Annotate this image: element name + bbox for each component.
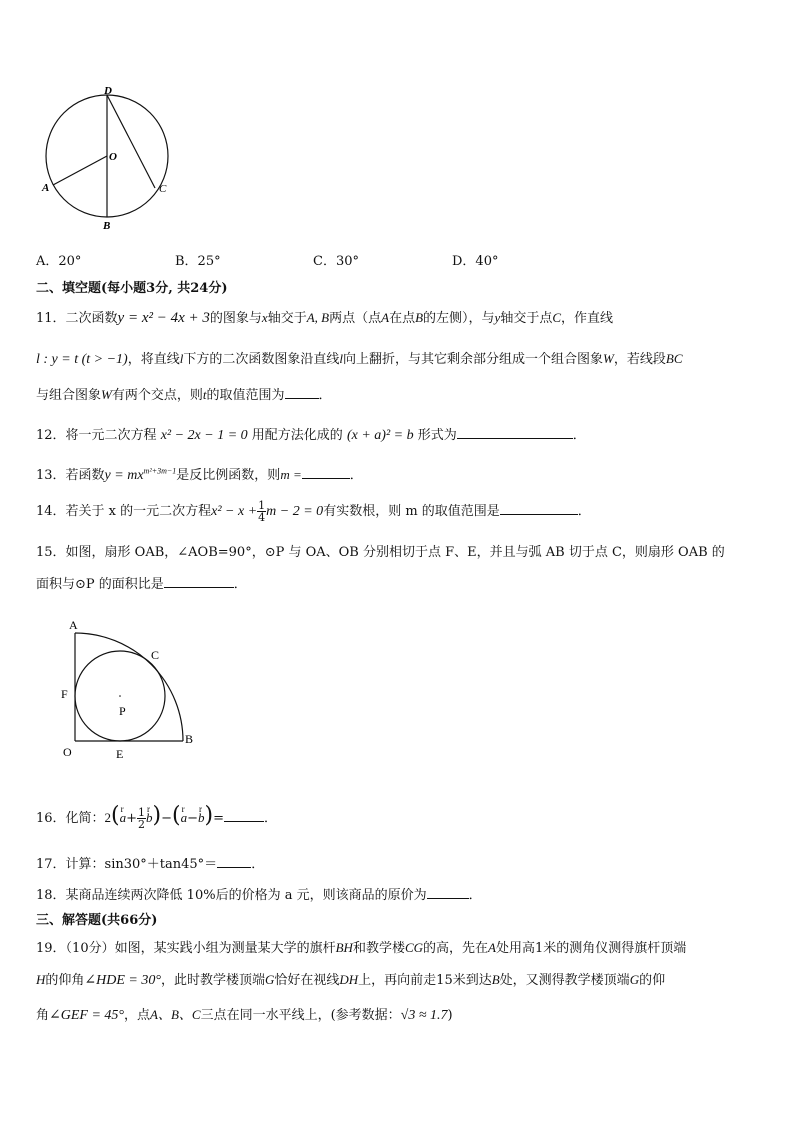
label-c: C bbox=[151, 648, 160, 662]
question-11-line3: 与组合图象W有两个交点，则t的取值范围为 ． bbox=[36, 387, 332, 403]
question-18: 18．某商品连续两次降低 10%后的价格为 a 元，则该商品的原价为 ． bbox=[36, 888, 482, 903]
question-14: 14．若关于 x 的一元二次方程x² − x + $\frac{1}{4}$ m − 2 = 0有实数根，则 m 的取值范围是 ． bbox=[36, 499, 591, 524]
label-p: P bbox=[119, 704, 126, 718]
answer-blank-15[interactable] bbox=[164, 575, 234, 588]
section-header-solve: 三、解答题(共66分) bbox=[36, 913, 158, 928]
radius-oa bbox=[53, 156, 107, 185]
answer-blank-14[interactable] bbox=[500, 502, 578, 515]
question-11-line2: l : y = t (t > −1)，将直线l下方的二次函数图象沿直线l向上翻折，与其它剩余部分组成一个组合图象W，若线段BC bbox=[36, 351, 683, 367]
label-d: D bbox=[104, 85, 112, 97]
question-17: 17．计算：sin30°＋tan45°＝ ． bbox=[36, 857, 265, 872]
answer-blank-16[interactable] bbox=[224, 809, 264, 822]
question-13: 13．若函数$y = mx^{m^2+3m-1}$是反比例函数，则m = ． bbox=[36, 466, 363, 483]
label-a: A bbox=[69, 618, 78, 632]
answer-blank-17[interactable] bbox=[217, 855, 251, 868]
question-19-line3: 角∠GEF = 45°，点A、B、C三点在同一水平线上，(参考数据：√3 ≈ 1.7) bbox=[36, 1007, 453, 1023]
answer-blank-13[interactable] bbox=[302, 466, 350, 479]
question-19-line2: H的仰角∠HDE = 30°，此时教学楼顶端G恰好在视线DH上，再向前走15米到达B处，又测得教学楼顶端G的仰 bbox=[36, 972, 666, 988]
choice-d: D．40° bbox=[452, 254, 499, 269]
center-p-dot bbox=[119, 695, 121, 697]
label-a: A bbox=[42, 182, 50, 194]
question-19-line1: 19．（10分）如图，某实践小组为测量某大学的旗杆BH和教学楼CG的高，先在A处用高1米的测角仪测得旗杆顶端 bbox=[36, 940, 687, 956]
label-b: B bbox=[103, 220, 111, 232]
chord-dc bbox=[107, 95, 155, 188]
label-b: B bbox=[185, 732, 194, 746]
label-o: O bbox=[63, 745, 72, 759]
label-c: C bbox=[159, 183, 167, 195]
question-15-line1: 15．如图，扇形 OAB，∠AOB=90°，⊙P 与 OA、OB 分别相切于点 F、E，并且与弧 AB 切于点 C，则扇形 OAB 的 bbox=[36, 545, 725, 560]
label-f: F bbox=[61, 687, 68, 701]
answer-blank-18[interactable] bbox=[427, 886, 469, 899]
section-header-fill-blank: 二、填空题(每小题3分, 共24分) bbox=[36, 281, 228, 296]
answer-blank-11[interactable] bbox=[285, 386, 319, 399]
question-15-line2: 面积与⊙P 的面积比是 ． bbox=[36, 577, 247, 592]
choice-a: A．20° bbox=[36, 254, 82, 269]
question-12: 12．将一元二次方程 x² − 2x − 1 = 0 用配方法化成的 (x + a)² = b 形式为 ． bbox=[36, 428, 586, 443]
question-11-line1: 11．二次函数y = x² − 4x + 3的图象与x轴交于A, B两点（点A在点B的左侧），与y轴交于点C，作直线 bbox=[36, 310, 614, 326]
answer-blank-12[interactable] bbox=[457, 426, 573, 439]
circle-figure bbox=[36, 82, 176, 232]
label-o: O bbox=[109, 151, 117, 163]
arc-ab bbox=[75, 633, 183, 741]
sector-figure bbox=[56, 612, 206, 762]
question-16: 16．化简：2(r a+ $\frac{1}{2}$ r b)−(r a−r b)= ． bbox=[36, 801, 277, 831]
choice-b: B．25° bbox=[175, 254, 221, 269]
label-e: E bbox=[116, 747, 124, 761]
choice-c: C．30° bbox=[313, 254, 359, 269]
